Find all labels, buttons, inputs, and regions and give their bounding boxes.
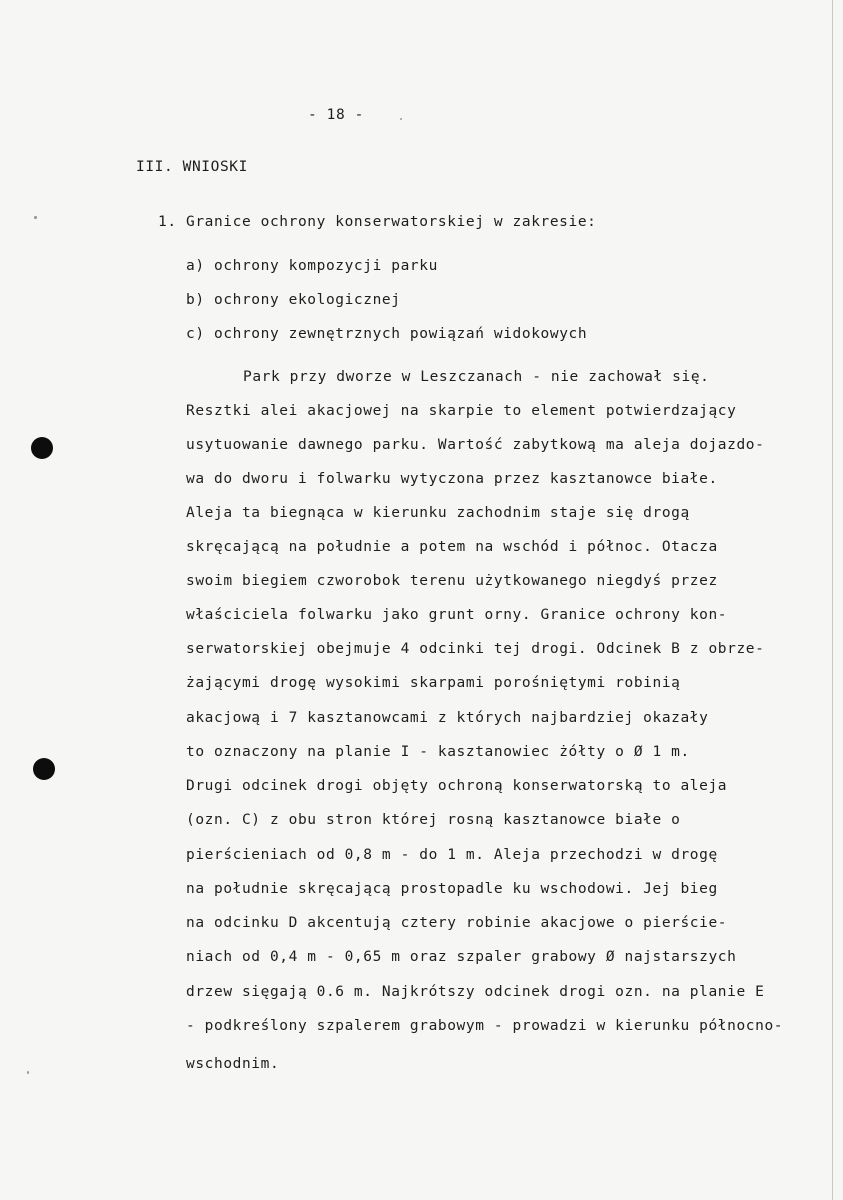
paragraph-line: serwatorskiej obejmuje 4 odcinki tej drogi. Odcinek B z obrze- bbox=[186, 641, 765, 657]
paragraph-line: swoim biegiem czworobok terenu użytkowanego niegdyś przez bbox=[186, 573, 718, 589]
paragraph-line: Resztki alei akacjowej na skarpie to element potwierdzający bbox=[186, 403, 737, 419]
paragraph-line: to oznaczony na planie I - kasztanowiec żółty o Ø 1 m. bbox=[186, 744, 690, 760]
speck bbox=[34, 216, 37, 219]
subitem-c: c) ochrony zewnętrznych powiązań widokowych bbox=[186, 326, 588, 342]
paragraph-line: niach od 0,4 m - 0,65 m oraz szpaler grabowy Ø najstarszych bbox=[186, 949, 737, 965]
section-title: III. WNIOSKI bbox=[136, 159, 248, 175]
paragraph-line: (ozn. C) z obu stron której rosną kasztanowce białe o bbox=[186, 812, 681, 828]
page-edge bbox=[832, 0, 833, 1200]
paragraph-line: wschodnim. bbox=[186, 1056, 280, 1072]
paragraph-line: Drugi odcinek drogi objęty ochroną konserwatorską to aleja bbox=[186, 778, 728, 794]
page-number: - 18 - bbox=[308, 107, 364, 123]
paragraph-line: właściciela folwarku jako grunt orny. Granice ochrony kon- bbox=[186, 607, 728, 623]
paragraph-line: na odcinku D akcentują cztery robinie akacjowe o pierście- bbox=[186, 915, 728, 931]
paragraph-line: pierścieniach od 0,8 m - do 1 m. Aleja przechodzi w drogę bbox=[186, 847, 718, 863]
paragraph-line: Aleja ta biegnąca w kierunku zachodnim staje się drogą bbox=[186, 505, 690, 521]
subitem-b: b) ochrony ekologicznej bbox=[186, 292, 401, 308]
paragraph-line: na południe skręcającą prostopadle ku wschodowi. Jej bieg bbox=[186, 881, 718, 897]
paragraph-line: żającymi drogę wysokimi skarpami porośniętymi robinią bbox=[186, 675, 681, 691]
paragraph-line: drzew sięgają 0.6 m. Najkrótszy odcinek drogi ozn. na planie E bbox=[186, 984, 765, 1000]
paragraph-line: Park przy dworze w Leszczanach - nie zachował się. bbox=[243, 369, 710, 385]
list-item-1: 1. Granice ochrony konserwatorskiej w zakresie: bbox=[158, 214, 597, 230]
subitem-a: a) ochrony kompozycji parku bbox=[186, 258, 438, 274]
paragraph-line: wa do dworu i folwarku wytyczona przez kasztanowce białe. bbox=[186, 471, 718, 487]
speck bbox=[27, 1071, 29, 1074]
punch-hole-top bbox=[31, 437, 53, 459]
speck bbox=[400, 118, 402, 120]
paragraph-line: skręcającą na południe a potem na wschód i północ. Otacza bbox=[186, 539, 718, 555]
paragraph-line: usytuowanie dawnego parku. Wartość zabytkową ma aleja dojazdo- bbox=[186, 437, 765, 453]
paragraph-line: - podkreślony szpalerem grabowym - prowadzi w kierunku północno- bbox=[186, 1018, 784, 1034]
punch-hole-bottom bbox=[33, 758, 55, 780]
paragraph-line: akacjową i 7 kasztanowcami z których najbardziej okazały bbox=[186, 710, 709, 726]
